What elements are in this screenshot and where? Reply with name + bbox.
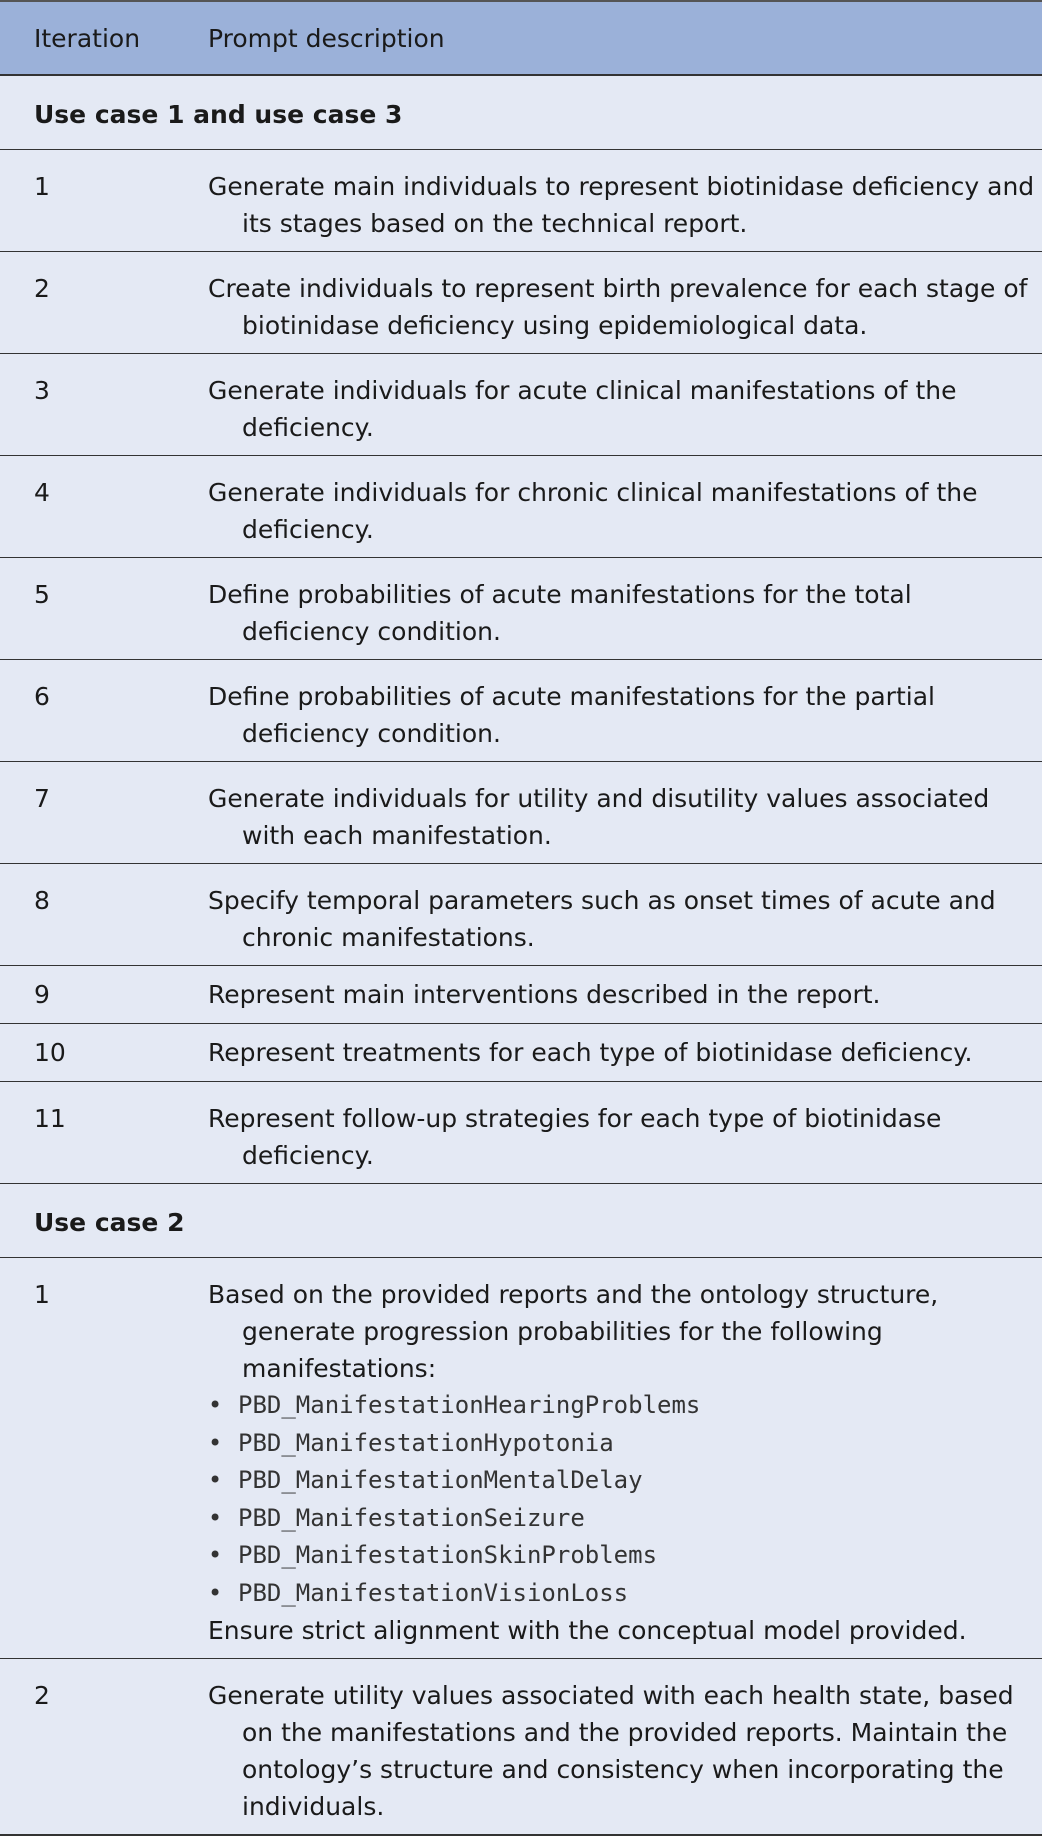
description-cell <box>174 864 1042 966</box>
description-text: Represent main interventions described in the report. <box>208 980 881 1009</box>
iteration-cell: 10 <box>0 1024 174 1082</box>
description-cell <box>174 558 1042 660</box>
description-cell <box>174 1659 1042 1836</box>
iteration-cell: 9 <box>0 966 174 1024</box>
bullet-icon: • <box>208 1578 223 1607</box>
description-cell <box>174 966 1042 1024</box>
bullet-icon: • <box>208 1466 223 1494</box>
description-cell <box>174 1024 1042 1082</box>
iteration-cell: 3 <box>0 354 174 456</box>
iteration-cell: 5 <box>0 558 174 660</box>
iteration-cell: 2 <box>0 252 174 354</box>
description-cell <box>174 762 1042 864</box>
bullet-icon: • <box>208 1541 223 1569</box>
iteration-cell: 1 <box>0 150 174 252</box>
list-item <box>208 1575 1042 1613</box>
list-item <box>208 1537 1042 1575</box>
description-cell <box>174 252 1042 354</box>
bullet-icon: • <box>208 1428 223 1457</box>
iteration-cell: 6 <box>0 660 174 762</box>
description-text: Create individuals to represent birth prevalence for each stage of biotinidase deficiency using epidemiological data. <box>208 274 1028 340</box>
iteration-cell: 1 <box>0 1258 174 1659</box>
description-text: Define probabilities of acute manifestations for the partial deficiency condition. <box>208 682 935 748</box>
description-text: Generate utility values associated with each health state, based on the manifestations and the provided reports. Maintain the ontology’s structure and consistency when incorporating the individuals. <box>208 1681 1014 1821</box>
table-row <box>0 1659 1042 1836</box>
list-item <box>208 1462 1042 1500</box>
header-row <box>0 1 1042 75</box>
description-text: Based on the provided reports and the ontology structure, generate progression probabilities for the following manifestations: <box>208 1280 939 1383</box>
table-row <box>0 1258 1042 1659</box>
header-iteration: Iteration <box>0 1 174 75</box>
description-cell <box>174 456 1042 558</box>
section-title: Use case 2 <box>0 1184 1042 1258</box>
iteration-cell: 4 <box>0 456 174 558</box>
table-row <box>0 558 1042 660</box>
table-row <box>0 1024 1042 1082</box>
table-row <box>0 252 1042 354</box>
manifestation-list <box>208 1387 1042 1612</box>
table-row <box>0 150 1042 252</box>
header-description: Prompt description <box>174 1 1042 75</box>
manifestation-name: PBD_ManifestationVisionLoss <box>238 1578 629 1607</box>
description-cell <box>174 660 1042 762</box>
section-header <box>0 75 1042 150</box>
list-item <box>208 1500 1042 1538</box>
description-text: Generate individuals for chronic clinical manifestations of the deficiency. <box>208 478 978 544</box>
description-cell <box>174 1258 1042 1659</box>
iteration-cell: 8 <box>0 864 174 966</box>
manifestation-name: PBD_ManifestationHearingProblems <box>238 1391 701 1419</box>
description-text: Generate individuals for utility and disutility values associated with each manifestation. <box>208 784 990 850</box>
table-row <box>0 456 1042 558</box>
table-row <box>0 660 1042 762</box>
bullet-icon: • <box>208 1391 223 1419</box>
manifestation-name: PBD_ManifestationMentalDelay <box>238 1466 643 1494</box>
section-header <box>0 1184 1042 1258</box>
description-text: Generate main individuals to represent biotinidase deficiency and its stages based on the technical report. <box>208 172 1035 238</box>
manifestation-name: PBD_ManifestationSeizure <box>238 1503 585 1532</box>
description-cell <box>174 354 1042 456</box>
iteration-cell: 11 <box>0 1082 174 1184</box>
manifestation-name: PBD_ManifestationSkinProblems <box>238 1541 658 1569</box>
description-text: Generate individuals for acute clinical manifestations of the deficiency. <box>208 376 957 442</box>
description-text: Represent treatments for each type of biotinidase deficiency. <box>208 1038 973 1067</box>
description-cell <box>174 150 1042 252</box>
description-text: Specify temporal parameters such as onset times of acute and chronic manifestations. <box>208 886 996 952</box>
description-text: Define probabilities of acute manifestations for the total deficiency condition. <box>208 580 912 646</box>
iteration-cell: 2 <box>0 1659 174 1836</box>
description-after: Ensure strict alignment with the conceptual model provided. <box>208 1616 967 1645</box>
table-row <box>0 864 1042 966</box>
description-text: Represent follow-up strategies for each type of biotinidase deficiency. <box>208 1104 942 1170</box>
iteration-cell: 7 <box>0 762 174 864</box>
bullet-icon: • <box>208 1503 223 1532</box>
list-item <box>208 1387 1042 1425</box>
description-cell <box>174 1082 1042 1184</box>
list-item <box>208 1425 1042 1463</box>
table-row <box>0 966 1042 1024</box>
table-row <box>0 762 1042 864</box>
section-title: Use case 1 and use case 3 <box>0 75 1042 150</box>
table-row <box>0 1082 1042 1184</box>
manifestation-name: PBD_ManifestationHypotonia <box>238 1428 614 1457</box>
table-row <box>0 354 1042 456</box>
